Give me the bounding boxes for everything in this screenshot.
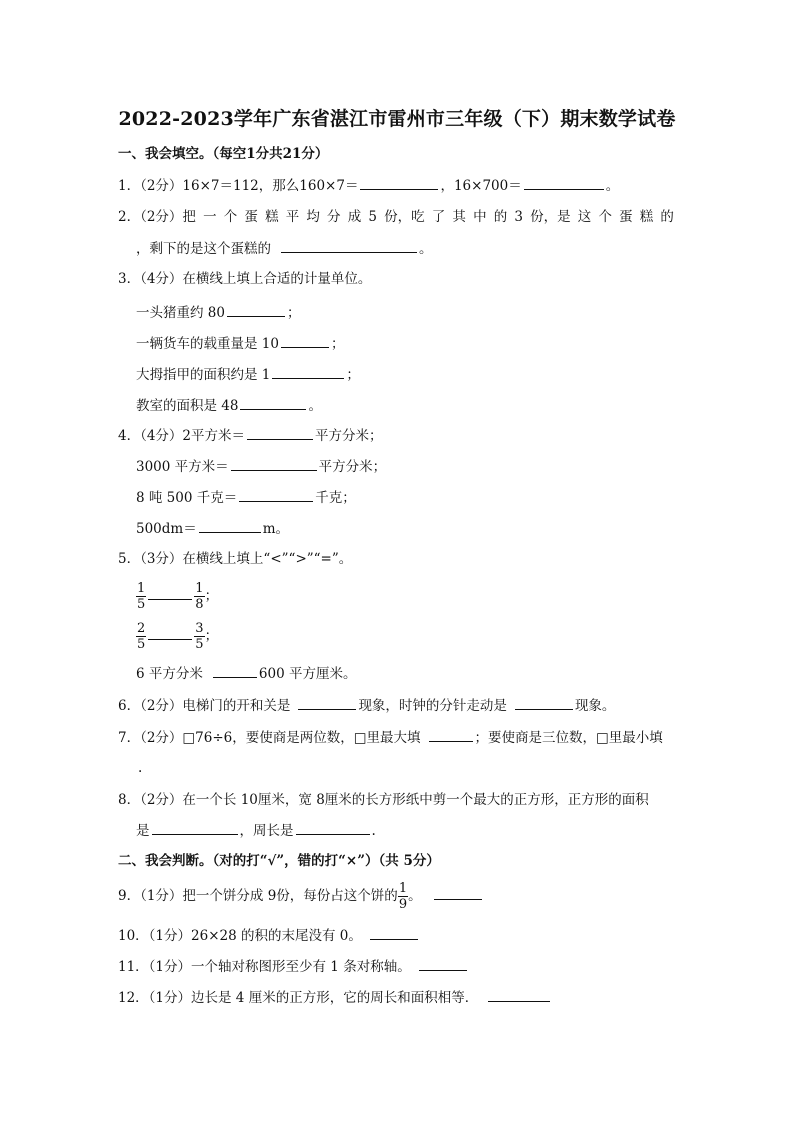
- question-2-char: 这: [577, 209, 592, 225]
- q3c-text: 大拇指甲的面积约是 1: [136, 367, 271, 383]
- punct: .: [371, 823, 376, 839]
- question-3c: [136, 364, 360, 385]
- q4c-unit: 千克；: [315, 490, 356, 506]
- question-8-line-2: [136, 820, 376, 841]
- question-2-char: 份，是: [530, 209, 571, 225]
- q5c-text: 6 平方分米: [136, 666, 203, 682]
- answer-blank[interactable]: [281, 238, 417, 253]
- answer-blank[interactable]: [429, 727, 473, 742]
- q5c-end: 600 平方厘米。: [258, 666, 357, 682]
- answer-blank[interactable]: [227, 302, 285, 317]
- q6-end: 现象。: [574, 698, 616, 714]
- question-3d: [136, 395, 322, 416]
- answer-blank[interactable]: [213, 663, 257, 678]
- question-8: 8．（2分）在一个长 10厘米，宽 8厘米的长方形纸中剪一个最大的正方形，正方形的面积: [118, 792, 649, 808]
- question-2-char: 蛋: [619, 209, 633, 225]
- answer-blank[interactable]: [434, 885, 482, 900]
- denominator: 8: [195, 597, 204, 612]
- q8-text-c: ，周长是: [239, 823, 294, 839]
- answer-blank[interactable]: [240, 395, 306, 410]
- question-2-char: 个: [598, 209, 612, 225]
- question-2-char: 蛋: [244, 209, 258, 225]
- fraction: [194, 621, 204, 652]
- q7-text: 7．（2分）□76÷6，要使商是两位数，□里最大填: [118, 730, 421, 746]
- question-1-text-b: ，16×700＝: [440, 178, 522, 194]
- question-2-char: 中: [473, 209, 487, 225]
- q9-text: 9．（1分）把一个饼分成 9份，每份占这个饼的: [118, 888, 398, 904]
- question-2-char: 2．（2分）把: [118, 209, 196, 225]
- q3a-text: 一头猪重约 80: [136, 305, 225, 321]
- answer-blank[interactable]: [281, 333, 329, 348]
- question-2-char: 的: [493, 209, 508, 225]
- question-2-char: 糕: [639, 209, 654, 225]
- question-5: 5．（3分）在横线上填上“<”“>”“=”。: [118, 551, 353, 567]
- q4b-unit: 平方分米；: [318, 459, 387, 475]
- punct: 。: [605, 178, 620, 194]
- answer-blank[interactable]: [272, 364, 344, 379]
- page-title: 2022-2023学年广东省湛江市雷州市三年级（下）期末数学试卷: [118, 108, 676, 130]
- question-2-char: 的: [660, 209, 674, 225]
- numerator: 3: [195, 621, 204, 636]
- question-2-char: 份，吃: [384, 209, 425, 225]
- question-5b: [136, 618, 218, 654]
- question-6: [118, 695, 615, 716]
- question-2-line-1: [118, 207, 674, 227]
- numerator: 2: [137, 621, 146, 636]
- answer-blank[interactable]: [370, 925, 418, 940]
- numerator: 1: [137, 581, 146, 596]
- question-2-char: 分: [327, 209, 341, 225]
- question-2-char: 3: [514, 209, 523, 225]
- q7-text-b: ；要使商是三位数，□里最小填: [474, 730, 663, 746]
- answer-blank[interactable]: [148, 621, 192, 640]
- q4-text: 4．（4分）2平方米＝: [118, 428, 246, 444]
- answer-blank[interactable]: [298, 695, 356, 710]
- answer-blank[interactable]: [488, 987, 550, 1002]
- question-7: [118, 727, 663, 748]
- question-10: [118, 925, 420, 946]
- q4c-text: 8 吨 500 千克＝: [136, 490, 238, 506]
- question-4c: [136, 487, 356, 508]
- q4d-text: 500dm＝: [136, 521, 197, 537]
- question-2-char: 其: [452, 209, 466, 225]
- q4b-text: 3000 平方米＝: [136, 459, 229, 475]
- q3b-text: 一辆货车的载重量是 10: [136, 336, 279, 352]
- question-4: [118, 425, 383, 446]
- question-12: [118, 987, 552, 1008]
- question-11: [118, 956, 469, 977]
- answer-blank[interactable]: [524, 175, 604, 190]
- question-4d: [136, 518, 289, 539]
- punct: ；: [330, 336, 345, 352]
- q3d-text: 教室的面积是 48: [136, 398, 239, 414]
- answer-blank[interactable]: [199, 518, 261, 533]
- question-1: [118, 175, 619, 196]
- fraction: [398, 881, 408, 912]
- denominator: 5: [137, 597, 146, 612]
- denominator: 5: [195, 637, 204, 652]
- denominator: 9: [398, 897, 408, 912]
- question-2-char: 了: [431, 209, 446, 225]
- question-3a: [136, 302, 300, 323]
- answer-blank[interactable]: [419, 956, 467, 971]
- answer-blank[interactable]: [239, 487, 313, 502]
- q12-text: 12．（1分）边长是 4 厘米的正方形，它的周长和面积相等．: [118, 990, 479, 1006]
- question-9: [118, 878, 484, 914]
- q4d-unit: m。: [262, 521, 290, 537]
- question-5a: [136, 578, 218, 614]
- punct: ；: [286, 305, 301, 321]
- fraction: [136, 581, 146, 612]
- question-3b: [136, 333, 344, 354]
- q8-text-b: 是: [136, 823, 150, 839]
- fraction: [136, 621, 146, 652]
- question-2-char: 个: [223, 209, 238, 225]
- question-4b: [136, 456, 386, 477]
- answer-blank[interactable]: [360, 175, 438, 190]
- section-1-heading: 一、我会填空。（每空1分共21分）: [118, 146, 329, 162]
- question-2-char: 均: [306, 209, 320, 225]
- question-2-char: 一: [203, 209, 217, 225]
- question-2-char: 成: [347, 209, 362, 225]
- question-2-char: 平: [285, 209, 300, 225]
- section-2-heading: 二、我会判断。（对的打“√”，错的打“×”）（共 5分）: [118, 853, 440, 869]
- denominator: 5: [137, 637, 146, 652]
- answer-blank[interactable]: [247, 425, 313, 440]
- question-1-text: 1．（2分）16×7＝112，那么160×7＝: [118, 178, 359, 194]
- q6-text-b: 现象，时钟的分针走动是: [358, 698, 507, 714]
- numerator: 1: [398, 881, 408, 896]
- answer-blank[interactable]: [515, 695, 573, 710]
- punct: ；: [204, 588, 219, 604]
- punct: 。: [408, 888, 422, 904]
- punct: 。: [419, 241, 433, 257]
- q6-text: 6．（2分）电梯门的开和关是: [118, 698, 291, 714]
- question-2-line-2: [136, 238, 433, 259]
- question-2-text: ，剩下的是这个蛋糕的: [136, 241, 271, 257]
- q10-text: 10．（1分）26×28 的积的末尾没有 0。: [118, 928, 362, 944]
- answer-blank[interactable]: [231, 456, 317, 471]
- question-2-char: 糕: [265, 209, 279, 225]
- question-3: 3．（4分）在横线上填上合适的计量单位。: [118, 271, 372, 287]
- answer-blank[interactable]: [296, 820, 370, 835]
- q11-text: 11．（1分）一个轴对称图形至少有 1 条对称轴。: [118, 959, 411, 975]
- punct: ；: [204, 628, 219, 644]
- fraction: [194, 581, 204, 612]
- question-2-char: 5: [368, 209, 377, 225]
- question-5c: [136, 663, 356, 684]
- numerator: 1: [195, 581, 204, 596]
- punct: ；: [346, 367, 360, 383]
- answer-blank[interactable]: [148, 581, 192, 600]
- q4-unit: 平方分米；: [315, 428, 383, 444]
- question-7-end: .: [138, 760, 143, 776]
- punct: 。: [308, 398, 322, 414]
- answer-blank[interactable]: [152, 820, 238, 835]
